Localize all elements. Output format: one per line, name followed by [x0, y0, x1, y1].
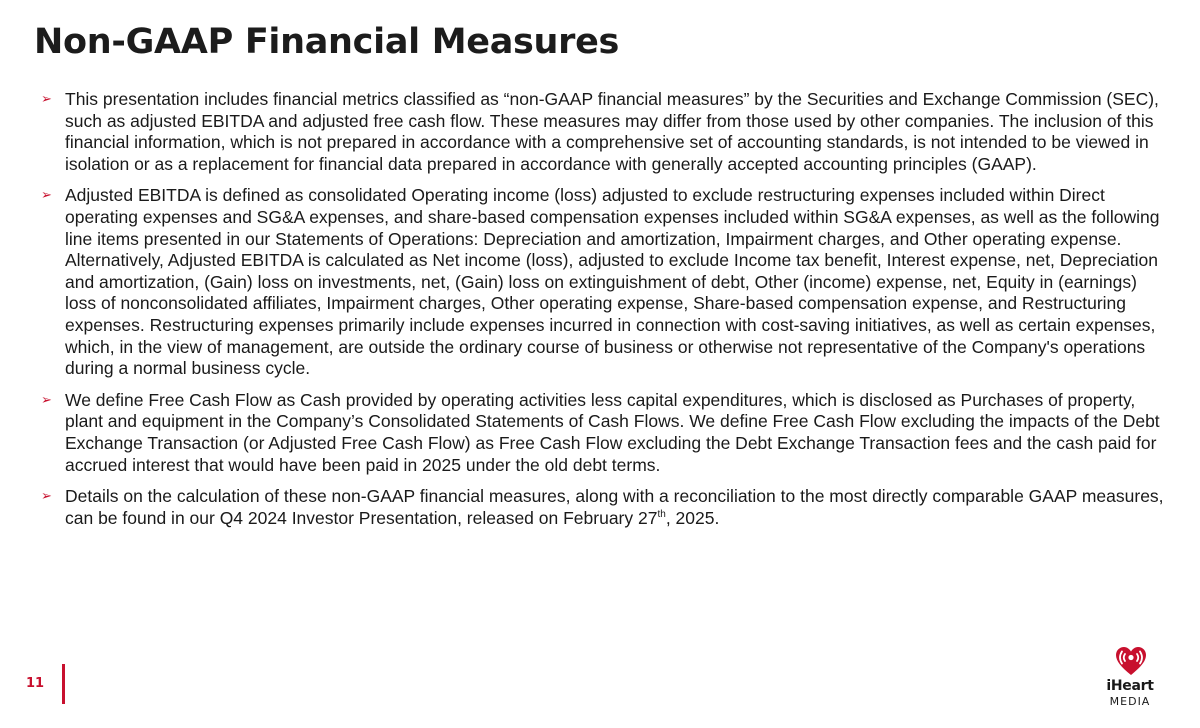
page-title: Non-GAAP Financial Measures — [34, 22, 620, 62]
arrow-bullet-icon: ➢ — [41, 392, 52, 408]
bullet-text: Adjusted EBITDA is defined as consolidated Operating income (loss) adjusted to exclude restructuring expenses included within Direct operating expenses and SG&A expenses, and share-based compensation expenses included within SG&A expenses, as well as the following line items presented in our Statements of Operations: Depreciation and amortization, Impairment charges, and Other operating expense. Alternatively, Adjusted EBITDA is calculated as Net income (loss), adjusted to exclude Income tax benefit, Interest expense, net, Depreciation and amortization, (Gain) loss on investments, net, (Gain) loss on extinguishment of debt, Other (income) expense, net, Equity in (earnings) loss of nonconsolidated affiliates, Impairment charges, Other operating expense, Share-based compensation expense, and Restructuring expenses. Restructuring expenses primarily include expenses incurred in connection with cost-saving initiatives, as well as certain expenses, which, in the view of management, are outside the ordinary course of business or otherwise not representative of the Company's operations during a normal business cycle. — [65, 185, 1160, 379]
arrow-bullet-icon: ➢ — [41, 92, 52, 107]
bullet-text: This presentation includes financial metrics classified as “non-GAAP financial measures” by the Securities and Exchange Commission (SEC), such as adjusted EBITDA and adjusted free cash flow. These measures may differ from those used by other companies. The inclusion of this financial information, which is not prepared in accordance with a comprehensive set of accounting standards, is not intended to be viewed in isolation or as a replacement for financial data prepared in accordance with generally accepted accounting principles (GAAP). — [65, 89, 1159, 174]
bullet-text-end: , 2025. — [665, 507, 720, 528]
bullet-list — [40, 89, 1168, 539]
ordinal-superscript: th — [657, 508, 666, 520]
logo-wordmark: iHeart — [1106, 678, 1154, 694]
bullet-item — [40, 185, 1168, 379]
bullet-item — [40, 89, 1168, 175]
bullet-text-start: Details on the calculation of these non-GAAP financial measures, along with a reconciliation to the most directly comparable GAAP measures, can be found in our Q4 2024 Investor Presentation, released on February 27 — [65, 486, 1164, 528]
bullet-item — [40, 390, 1168, 476]
page-divider — [62, 664, 65, 704]
page-number: 11 — [26, 676, 45, 691]
iheart-logo — [1098, 644, 1178, 712]
iheart-logo-icon — [1111, 644, 1151, 678]
arrow-bullet-icon: ➢ — [41, 489, 52, 505]
bullet-text: We define Free Cash Flow as Cash provided by operating activities less capital expenditures, which is disclosed as Purchases of property, plant and equipment in the Company’s Consolidated Statements of Cash Flows. We define Free Cash Flow excluding the impacts of the Debt Exchange Transaction (or Adjusted Free Cash Flow) as Free Cash Flow excluding the Debt Exchange Transaction fees and the cash paid for accrued interest that would have been paid in 2025 under the old debt terms. — [65, 389, 1160, 475]
logo-subtitle: MEDIA — [1109, 695, 1151, 708]
bullet-item — [40, 486, 1168, 529]
arrow-bullet-icon: ➢ — [41, 188, 52, 204]
